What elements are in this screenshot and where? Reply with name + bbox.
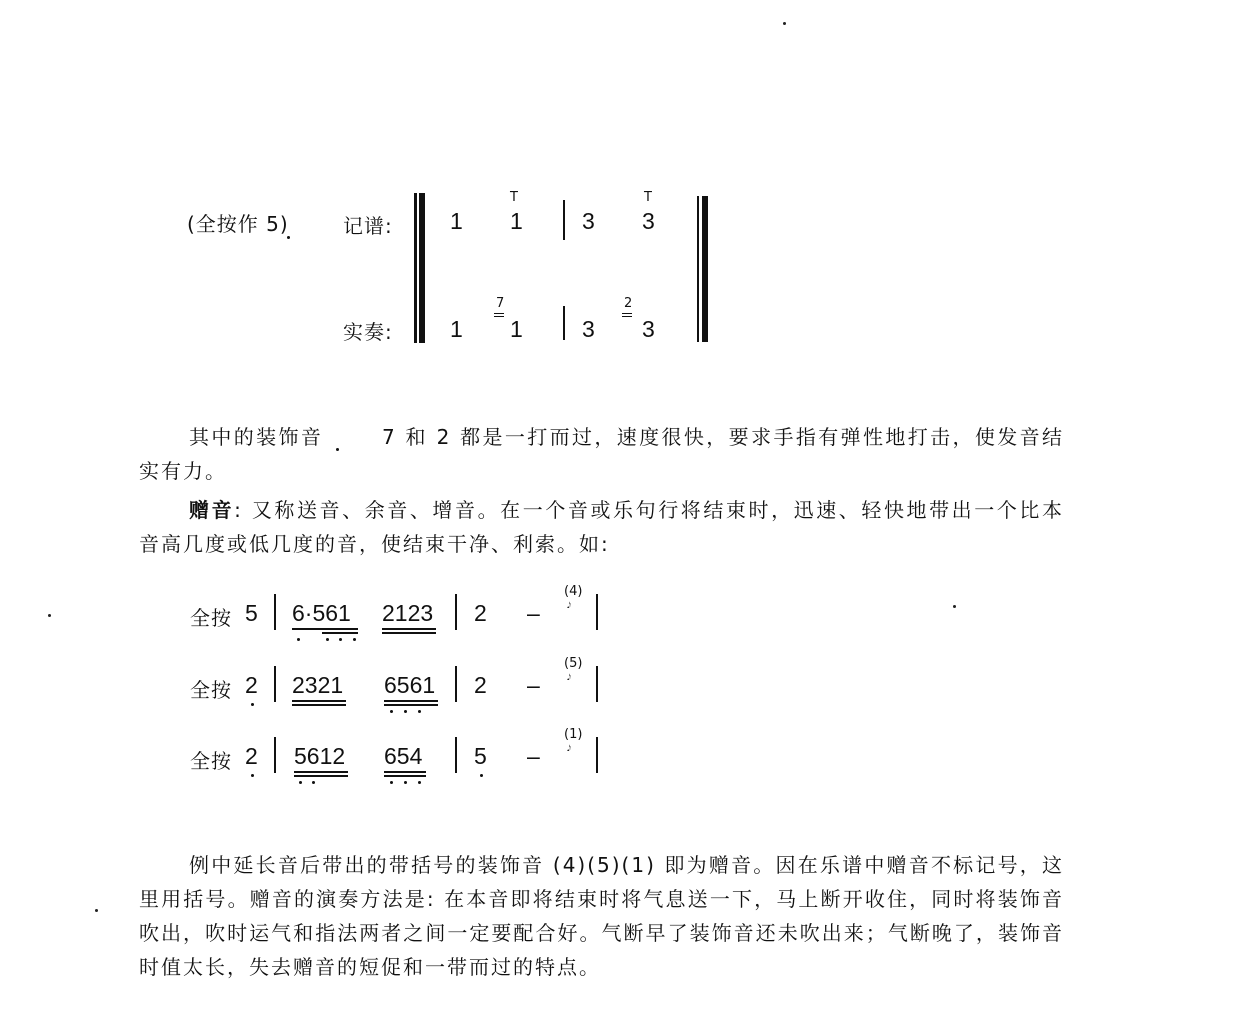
low-octave-dot (297, 638, 300, 641)
low-octave-dot (326, 638, 329, 641)
grace-beam (494, 313, 504, 314)
grace-flag: 𝆕 (567, 669, 572, 684)
scan-speck (95, 909, 98, 912)
row-label: 全按 (190, 678, 232, 702)
barline (274, 594, 276, 630)
paragraph-text: 和 2 都是一打而过，速度很快，要求手指有弹性地打击，使发音结实有力。 (139, 425, 1065, 483)
low-octave-dot (287, 236, 290, 239)
after-grace-note: (5) (564, 656, 583, 671)
grace-beam (622, 316, 632, 317)
barline (274, 737, 276, 773)
sustained-note: 5 (474, 743, 487, 769)
barline (596, 594, 598, 630)
row-key: 2 (245, 743, 258, 769)
system-bracket-thin (414, 193, 417, 343)
row-label: 全按 (190, 749, 232, 773)
barline (274, 666, 276, 702)
barline (563, 306, 565, 340)
extension-dash: – (527, 600, 540, 626)
row-key: 2 (245, 672, 258, 698)
beam (382, 628, 436, 630)
beam (294, 775, 348, 777)
sustained-note: 2 (474, 600, 487, 626)
beam (384, 700, 438, 702)
note-group: 6561 (384, 672, 436, 698)
beam (322, 632, 358, 634)
low-octave-dot (312, 781, 315, 784)
barline (596, 666, 598, 702)
paragraph-performance (139, 848, 1064, 984)
low-octave-dot (404, 781, 407, 784)
system-bracket-thick (419, 193, 425, 343)
final-barline-thick (702, 196, 708, 342)
low-octave-dot (390, 710, 393, 713)
finger-mark: T (644, 190, 652, 205)
barline (596, 737, 598, 773)
written-note: 3 (582, 208, 595, 234)
played-note: 1 (510, 316, 523, 342)
written-note: 1 (510, 208, 523, 234)
low-octave-dot (251, 774, 254, 777)
after-grace-note: (1) (564, 727, 583, 742)
note-group: 2123 (382, 600, 434, 626)
barline (455, 737, 457, 773)
after-grace-note: (4) (564, 584, 583, 599)
grace-note: 2 (624, 296, 633, 311)
low-octave-dot (336, 448, 339, 451)
low-octave-dot (299, 781, 302, 784)
paragraph-note-seven: 7 (332, 420, 397, 454)
beam (292, 700, 346, 702)
sustained-note: 2 (474, 672, 487, 698)
barline (455, 594, 457, 630)
beam (292, 704, 346, 706)
scan-speck (783, 22, 786, 25)
grace-note: 7 (496, 296, 505, 311)
beam (294, 771, 348, 773)
played-note: 3 (582, 316, 595, 342)
paragraph-text: 其中的装饰音 (189, 425, 324, 449)
beam (384, 771, 426, 773)
low-octave-dot (418, 710, 421, 713)
note-group: 654 (384, 743, 423, 769)
written-note: 3 (642, 208, 655, 234)
played-note: 1 (450, 316, 463, 342)
beam (382, 632, 436, 634)
grace-flag: 𝆕 (567, 597, 572, 612)
final-barline-thin (697, 196, 699, 342)
barline (563, 200, 565, 240)
paragraph-grace-notes (139, 420, 1064, 488)
low-octave-dot (251, 703, 254, 706)
grace-beam (494, 316, 504, 317)
example-1-label: (全按作 5) (187, 212, 289, 236)
written-row-label: 记谱: (343, 214, 393, 238)
note-group: 6·561 (292, 600, 351, 626)
beam (384, 704, 438, 706)
low-octave-dot (353, 638, 356, 641)
scan-speck (953, 605, 956, 608)
phrase-row (0, 656, 700, 722)
beam (384, 775, 426, 777)
paragraph-text: 例中延长音后带出的带括号的装饰音 (4)(5)(1) 即为赠音。因在乐谱中赠音不标记号，这里用括号。赠音的演奏方法是: 在本音即将结束时将气息送一下，马上断开收住，同时将装饰音吹出，吹时运气和指法两者之间一定要配合好。气断早了装饰音还未吹出来；气断晚了，装饰音时值太长，失去赠音的短促和一带而过的特点。 (139, 853, 1064, 979)
low-octave-dot (404, 710, 407, 713)
paragraph-text: : 又称送音、余音、增音。在一个音或乐句行将结束时，迅速、轻快地带出一个比本音高几度或低几度的音，使结束干净、利索。如: (139, 498, 1064, 556)
grace-beam (622, 313, 632, 314)
low-octave-dot (480, 774, 483, 777)
played-row-label: 实奏: (343, 320, 393, 344)
beam (292, 628, 358, 630)
term-zengyin: 赠音 (189, 498, 235, 522)
low-octave-dot (418, 781, 421, 784)
low-octave-dot (390, 781, 393, 784)
low-octave-dot (339, 638, 342, 641)
extension-dash: – (527, 672, 540, 698)
note-group: 5612 (294, 743, 346, 769)
played-note: 3 (642, 316, 655, 342)
phrase-row (0, 727, 700, 793)
written-note: 1 (450, 208, 463, 234)
finger-mark: T (510, 190, 518, 205)
barline (455, 666, 457, 702)
row-key: 5 (245, 600, 258, 626)
note-group: 2321 (292, 672, 344, 698)
grace-flag: 𝆕 (567, 740, 572, 755)
paragraph-zengyin (139, 493, 1064, 561)
row-label: 全按 (190, 606, 232, 630)
phrase-row (0, 584, 700, 650)
extension-dash: – (527, 743, 540, 769)
